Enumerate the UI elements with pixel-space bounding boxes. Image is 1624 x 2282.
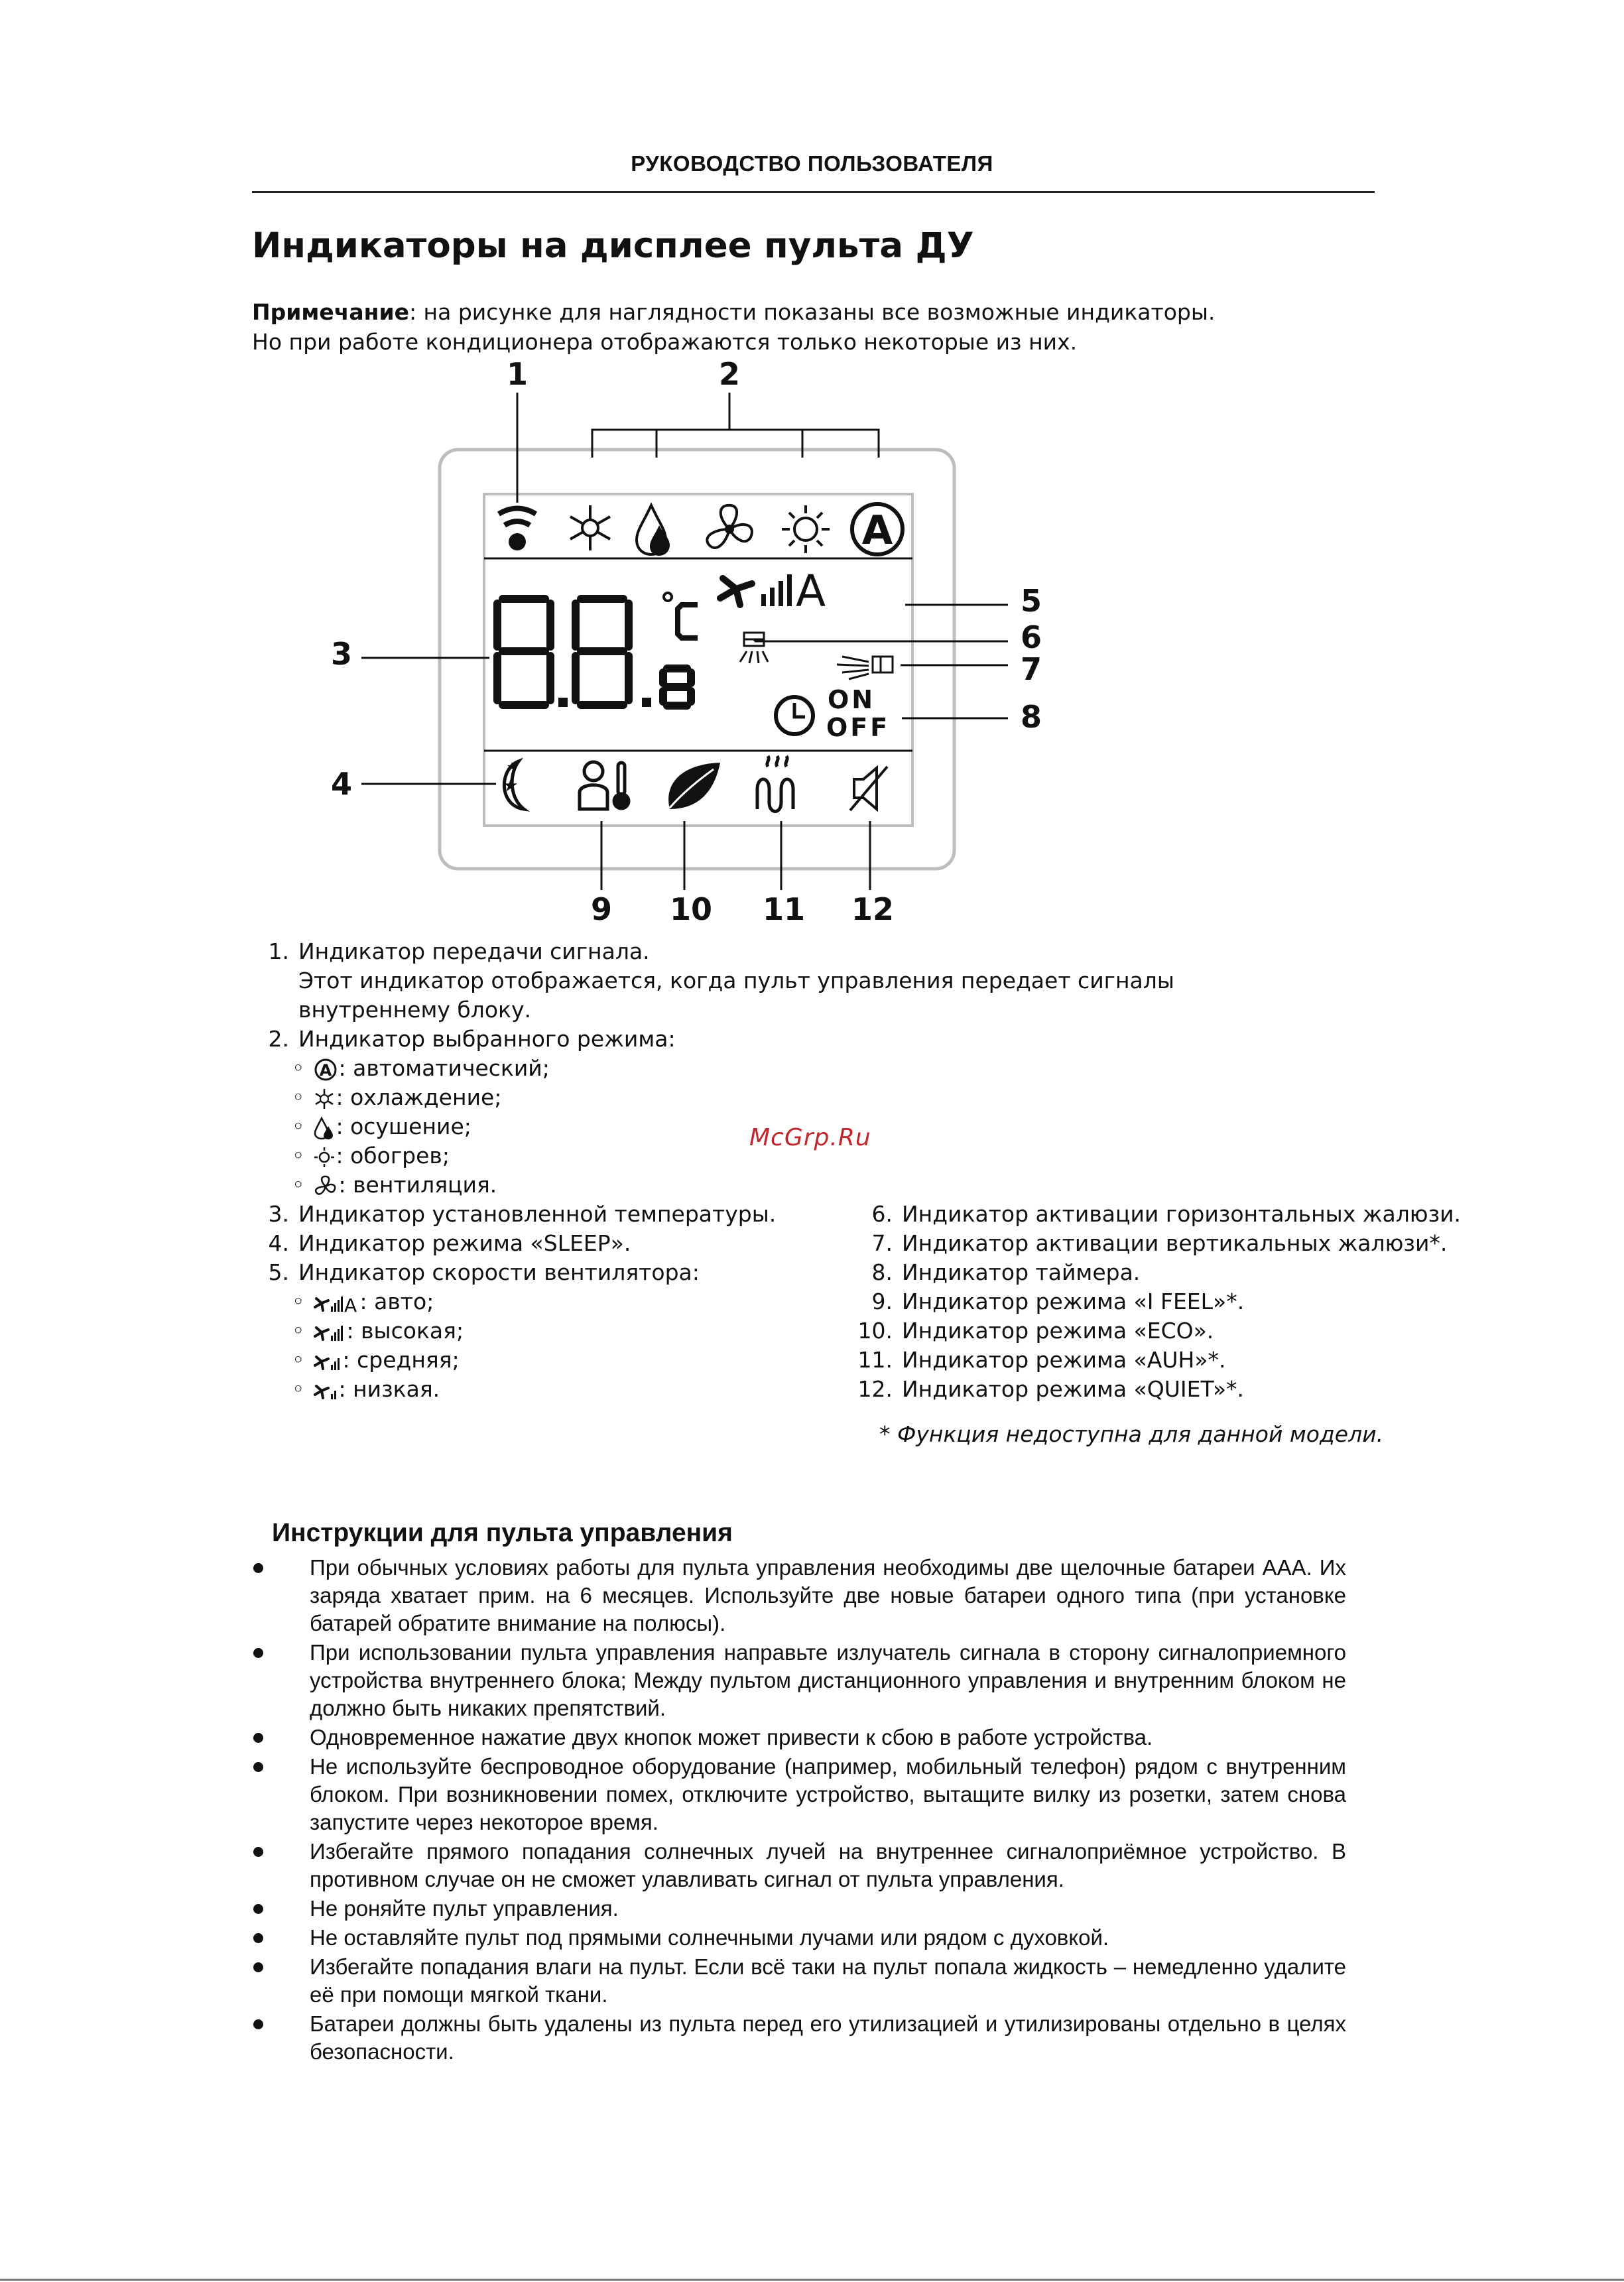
- svg-text:A: A: [796, 566, 826, 617]
- bullet-icon: [253, 1933, 263, 1943]
- header-divider: [252, 191, 1375, 193]
- page-bottom-edge: [0, 2279, 1624, 2281]
- signal-icon: [499, 509, 536, 551]
- svg-text:★: ★: [506, 760, 518, 774]
- page-title: Индикаторы на дисплее пульта ДУ: [252, 225, 974, 266]
- svg-text:A: A: [319, 1060, 332, 1080]
- indicator-list-right: [855, 1200, 1466, 1404]
- vertical-louver-icon: [837, 657, 893, 679]
- mode-sub-item: ◦ : вентиляция.: [292, 1172, 497, 1198]
- snowflake-icon: [570, 505, 610, 550]
- bullet-icon: [253, 1648, 263, 1658]
- callout-8: 8: [1020, 699, 1042, 735]
- timer-on-label: ON: [828, 685, 876, 714]
- sleep-moon-icon: [503, 760, 524, 809]
- sun-icon: [782, 505, 830, 553]
- bullet-icon: [253, 1733, 263, 1743]
- bullet-icon: [253, 1962, 263, 1972]
- fan-speed-auto-icon: [720, 566, 826, 617]
- callout-9: 9: [590, 891, 613, 927]
- list-item: 7. Индикатор активации вертикальных жалюзи*.: [871, 1230, 1448, 1256]
- fan-speed-auto-icon: [312, 1291, 360, 1316]
- callout-5: 5: [1020, 583, 1042, 619]
- list-item: 5. Индикатор скорости вентилятора:: [268, 1259, 700, 1285]
- svg-text:★: ★: [503, 776, 519, 796]
- timer-icon: [776, 697, 813, 734]
- snowflake-icon: [312, 1086, 336, 1111]
- temperature-digits: [497, 599, 691, 706]
- fan-speed-sub-item: ◦ : низкая.: [292, 1376, 440, 1402]
- instruction-item: Одновременное нажатие двух кнопок может привести к сбою в работе устройства.: [252, 1724, 1346, 1751]
- list-item: 10. Индикатор режима «ECO».: [857, 1318, 1214, 1344]
- horizontal-louver-icon: [740, 633, 768, 663]
- i-feel-icon: [580, 762, 629, 809]
- fan-speed-sub-item: ◦ A : авто;: [292, 1289, 434, 1316]
- callout-3: 3: [330, 636, 353, 672]
- list-item: 4. Индикатор режима «SLEEP».: [268, 1230, 631, 1256]
- drop-icon: [637, 505, 670, 556]
- callout-4: 4: [330, 766, 353, 802]
- watermark: McGrp.Ru: [749, 1124, 871, 1151]
- footnote: * Функция недоступна для данной модели.: [879, 1421, 1384, 1447]
- mode-sub-item: ◦ : осушение;: [292, 1113, 471, 1139]
- callout-2: 2: [718, 356, 741, 392]
- svg-text:A: A: [344, 1294, 357, 1316]
- mode-sub-item: ◦ : обогрев;: [292, 1143, 450, 1169]
- decimal-point-2: [642, 698, 651, 707]
- mode-sub-item: ◦ : охлаждение;: [292, 1084, 502, 1110]
- degree-mark: [664, 593, 672, 601]
- list-item: 8. Индикатор таймера.: [871, 1259, 1141, 1285]
- page-header: РУКОВОДСТВО ПОЛЬЗОВАТЕЛЯ: [631, 151, 993, 176]
- timer-off-label: OFF: [826, 713, 891, 742]
- list-item: 1. Индикатор передачи сигнала.: [268, 938, 650, 964]
- auh-heater-icon: [757, 756, 793, 812]
- svg-text:A: A: [861, 507, 893, 554]
- callout-11: 11: [762, 891, 806, 927]
- eco-leaf-icon: [668, 763, 720, 809]
- callout-7: 7: [1020, 651, 1042, 687]
- remote-display-diagram: [312, 351, 1094, 948]
- list-item: 2. Индикатор выбранного режима:: [268, 1026, 676, 1052]
- drop-icon: [312, 1115, 336, 1141]
- bullet-icon: [253, 2019, 263, 2029]
- note-line-1: : на рисунке для наглядности показаны все возможные индикаторы.: [408, 299, 1216, 325]
- list-item-continuation: внутреннему блоку.: [298, 997, 531, 1023]
- fan-speed-high-icon: [312, 1320, 347, 1345]
- fan-speed-medium-icon: [312, 1349, 343, 1374]
- decimal-point-1: [558, 698, 568, 707]
- instruction-item: Батареи должны быть удалены из пульта перед его утилизацией и утилизированы отдельно в целях безопасности.: [252, 2010, 1346, 2066]
- list-item: 3. Индикатор установленной температуры.: [268, 1201, 777, 1227]
- instruction-item: Избегайте попадания влаги на пульт. Если всё таки на пульт попала жидкость – немедленно удалите её при помощи мягкой ткани.: [252, 1953, 1346, 2009]
- list-item-continuation: Этот индикатор отображается, когда пульт управления передает сигналы: [298, 968, 1174, 993]
- instruction-item: При обычных условиях работы для пульта управления необходимы две щелочные батареи AAA. Их заряда хватает прим. на 6 месяцев. Используйте две новые батареи одного типа (при установке батарей обратите внимание на полюсы).: [252, 1554, 1346, 1637]
- fan-icon: [707, 505, 752, 548]
- fan-speed-low-icon: [312, 1378, 339, 1403]
- callout-10: 10: [669, 891, 713, 927]
- note-label: Примечание: [252, 299, 409, 325]
- auto-mode-icon: [312, 1057, 339, 1082]
- instruction-item: Избегайте прямого попадания солнечных лучей на внутреннее сигналоприёмное устройство. В противном случае он не сможет улавливать сигнал от пульта управления.: [252, 1838, 1346, 1893]
- instruction-item: При использовании пульта управления направьте излучатель сигнала в сторону сигналоприемного устройства внутреннего блока; Между пультом дистанционного управления и внутренним блоком не должно быть никаких препятствий.: [252, 1639, 1346, 1722]
- bullet-icon: [253, 1563, 263, 1573]
- auto-mode-icon: [852, 504, 903, 554]
- list-item: 6. Индикатор активации горизонтальных жалюзи.: [871, 1201, 1462, 1227]
- instructions-title: Инструкции для пульта управления: [272, 1519, 733, 1547]
- bullet-icon: [253, 1904, 263, 1914]
- sun-icon: [312, 1145, 336, 1170]
- list-item: 9. Индикатор режима «I FEEL»*.: [871, 1289, 1245, 1314]
- quiet-mute-icon: [850, 767, 887, 810]
- callout-1: 1: [506, 356, 529, 392]
- fan-icon: [312, 1174, 339, 1199]
- list-item: 11. Индикатор режима «AUH»*.: [857, 1347, 1226, 1373]
- list-item: 12. Индикатор режима «QUIET»*.: [857, 1376, 1244, 1402]
- callout-12: 12: [851, 891, 895, 927]
- celsius-c: [678, 605, 698, 638]
- instruction-item: Не роняйте пульт управления.: [252, 1895, 1346, 1923]
- instruction-item: Не оставляйте пульт под прямыми солнечными лучами или рядом с духовкой.: [252, 1924, 1346, 1952]
- instructions-list: [252, 1554, 1346, 2067]
- note-paragraph: [252, 297, 1215, 357]
- fan-speed-sub-item: ◦ : высокая;: [292, 1318, 464, 1344]
- bullet-icon: [253, 1762, 263, 1772]
- note-line-2: Но при работе кондиционера отображаются только некоторые из них.: [252, 329, 1078, 355]
- bullet-icon: [253, 1847, 263, 1857]
- instruction-item: Не используйте беспроводное оборудование (например, мобильный телефон) рядом с внутренним блоком. При возникновении помех, отключите устройство, вытащите вилку из розетки, затем снова запустите через некоторое время.: [252, 1753, 1346, 1836]
- callout-6: 6: [1020, 619, 1042, 655]
- mode-sub-item: ◦ A : автоматический;: [292, 1055, 550, 1081]
- fan-speed-sub-item: ◦ : средняя;: [292, 1347, 460, 1373]
